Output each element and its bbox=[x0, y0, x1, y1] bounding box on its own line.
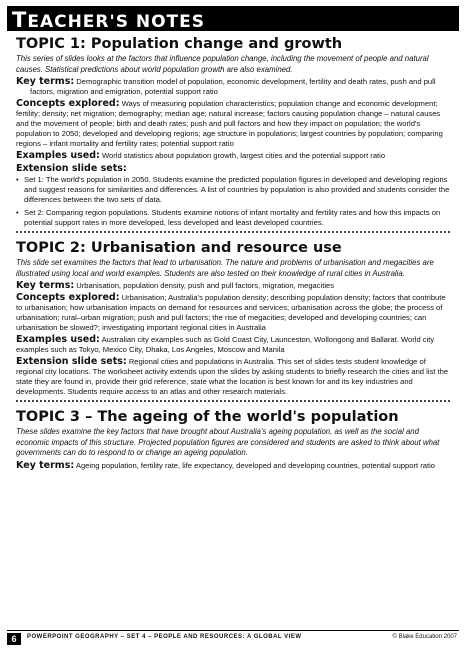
page-header bbox=[7, 6, 459, 31]
topic-1 bbox=[16, 36, 450, 233]
concepts-text: Ways of measuring population characteristics; population change and economic development; fertility; density; net migration; demography; median age; natural increase; factors causing population change – natural causes and the movement of people; birth and death rates; push and pull factors and how they impact on population; the world's population to 2050; developed and developing regions; age structure in populations; largest countries by population; comparing regions – infant mortality and fertility rates; potential support ratio bbox=[16, 99, 443, 148]
notes-content bbox=[16, 36, 450, 473]
topic-2-title: TOPIC 2: Urbanisation and resource use bbox=[16, 240, 342, 256]
series-title: POWERPOINT GEOGRAPHY – SET 4 – PEOPLE AND RESOURCES: A GLOBAL VIEW bbox=[27, 634, 302, 640]
key-terms-label: Key terms: bbox=[16, 76, 75, 87]
dotted-divider bbox=[16, 400, 450, 402]
page-title bbox=[12, 8, 205, 32]
key-terms-text: Demographic transition model of population, economic development, fertility and death rates, push and pull factors, migration and emigration, potential support ratio bbox=[30, 77, 436, 96]
examples-text: Australian city examples such as Gold Coast City, Launceston, Wollongong and Ballarat. World city examples such as Tokyo, Mexico City, Dhaka, Los Angeles, Moscow and Manila bbox=[16, 335, 435, 354]
topic-1-concepts bbox=[16, 99, 450, 149]
topic-3-key-terms bbox=[16, 461, 450, 471]
topic-1-title: TOPIC 1: Population change and growth bbox=[16, 36, 343, 52]
topic-3-title: TOPIC 3 – The ageing of the world's population bbox=[16, 409, 399, 425]
extension-item: • Set 2: Comparing region populations. Students examine notions of infant mortality and fertility rates and how this impacts on potential support rates in more developed, less developed and least developed countries. bbox=[16, 208, 450, 228]
examples-label: Examples used: bbox=[16, 334, 100, 345]
page-number: 6 bbox=[7, 633, 21, 645]
examples-text: World statistics about population growth, largest cities and the potential support ratio bbox=[101, 151, 386, 160]
examples-label: Examples used: bbox=[16, 150, 100, 161]
concepts-text: Urbanisation; Australia's population density; describing population density; factors that contribute to urbanisation; how urbanisation impacts on demand for resources and services; urbanisation across the globe; the process of urbanisation; rural–urban migration; push and pull factors; the rise of megacities; developed and developing countries; can urbanisation be slowed?; investigating important regional cities in Australia bbox=[16, 293, 446, 332]
extension-text: Regional cities and populations in Australia. This set of slides tests student knowledge of regional city locations. The worksheet activity extends upon the slides by asking students to briefly research the cities and list the state they are found in, provide their grid reference, state what the location is best known for and its key industries and developments. Students require access to an atlas and other research materials. bbox=[16, 357, 449, 396]
title-initial: T bbox=[12, 8, 28, 32]
topic-2-intro: This slide set examines the factors that lead to urbanisation. The nature and problems of urbanisation and megacities are illustrated using local and world examples. Students are also tested on their knowledge of rural cities in Australia. bbox=[16, 258, 434, 278]
extension-item: • Set 1: The world's population in 2050. Students examine the predicted population figures in developed and developing regions and suggest reasons for similarities and differences. A list of countries by population is also provided and students consider the differences between the two sets of data. bbox=[16, 175, 450, 205]
topic-2-examples bbox=[16, 335, 450, 355]
topic-1-key-terms bbox=[16, 77, 450, 97]
topic-2-key-terms bbox=[16, 281, 450, 291]
topic-2-concepts bbox=[16, 293, 450, 333]
topic-1-intro: This series of slides looks at the factors that influence population change, including the movement of people and natural causes. Statistical predictions about world population growth are also examined. bbox=[16, 54, 429, 74]
concepts-label: Concepts explored: bbox=[16, 292, 120, 303]
extension-label: Extension slide sets: bbox=[16, 163, 127, 174]
topic-3 bbox=[16, 409, 450, 471]
page-footer bbox=[7, 630, 459, 645]
extension-label: Extension slide sets: bbox=[16, 356, 127, 367]
key-terms-text: Ageing population, fertility rate, life expectancy, developed and developing countries, potential support ratio bbox=[75, 460, 435, 470]
topic-3-intro: These slides examine the key factors that have brought about Australia's ageing population, as well as the social and economic impacts of this structure. Projected population figures are considered and students are asked to think about what governments can do to respond to or change an ageing population. bbox=[16, 427, 440, 457]
topic-1-examples bbox=[16, 151, 450, 161]
key-terms-text: Urbanisation, population density, push and pull factors, migration, megacities bbox=[76, 281, 335, 290]
topic-2 bbox=[16, 240, 450, 402]
copyright: © Blake Education 2007 bbox=[392, 634, 457, 640]
topic-2-extension bbox=[16, 357, 450, 397]
key-terms-label: Key terms: bbox=[16, 459, 75, 471]
title-rest: EACHER'S NOTES bbox=[27, 12, 206, 32]
concepts-label: Concepts explored: bbox=[16, 98, 120, 109]
dotted-divider bbox=[16, 231, 450, 233]
key-terms-label: Key terms: bbox=[16, 280, 75, 291]
